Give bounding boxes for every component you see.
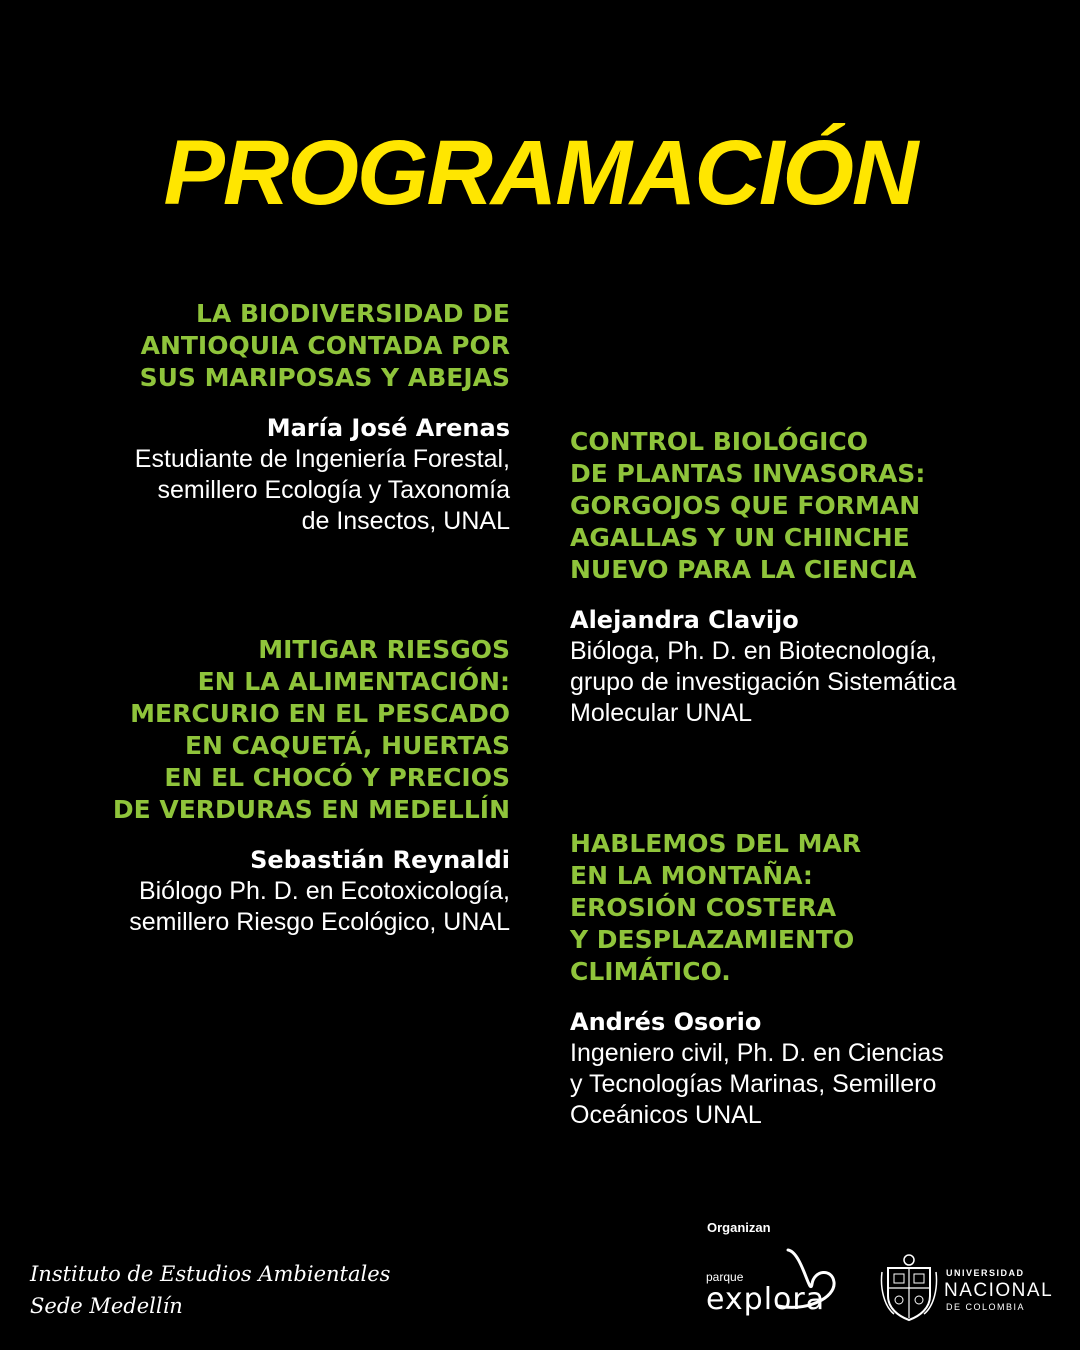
speaker-name: María José Arenas	[266, 414, 510, 442]
unal-colombia: DE COLOMBIA	[946, 1302, 1026, 1312]
talk-card-mar-montana	[570, 828, 1040, 1131]
talk-title: CONTROL BIOLÓGICO DE PLANTAS INVASORAS: GORGOJOS QUE FORMAN AGALLAS Y UN CHINCHE NUEVO PARA LA CIENCIA	[570, 427, 926, 584]
talk-card-control-biologico	[570, 426, 1040, 729]
unal-universidad: UNIVERSIDAD	[946, 1268, 1025, 1278]
unal-logo	[880, 1252, 1060, 1324]
unal-shield-icon	[880, 1252, 938, 1322]
institute-credit	[30, 1258, 390, 1322]
institute-campus: Sede Medellín	[30, 1294, 183, 1318]
talk-card-biodiversidad	[40, 298, 510, 537]
speaker-name: Sebastián Reynaldi	[250, 846, 510, 874]
speaker-role: Bióloga, Ph. D. en Biotecnología, grupo de investigación Sistemática Molecular UNAL	[570, 637, 957, 727]
talk-title: LA BIODIVERSIDAD DE ANTIOQUIA CONTADA POR SUS MARIPOSAS Y ABEJAS	[139, 299, 510, 392]
unal-nacional: NACIONAL	[944, 1280, 1054, 1301]
organizers-label: Organizan	[707, 1220, 771, 1235]
speaker-name: Alejandra Clavijo	[570, 606, 799, 634]
speaker-role: Ingeniero civil, Ph. D. en Ciencias y Tecnologías Marinas, Semillero Oceánicos UNAL	[570, 1039, 944, 1129]
institute-name: Instituto de Estudios Ambientales	[30, 1262, 391, 1286]
parque-explora-logo	[706, 1248, 836, 1320]
speaker-role: Biólogo Ph. D. en Ecotoxicología, semillero Riesgo Ecológico, UNAL	[129, 877, 510, 936]
speaker-role: Estudiante de Ingeniería Forestal, semillero Ecología y Taxonomía de Insectos, UNAL	[134, 445, 510, 535]
speaker-name: Andrés Osorio	[570, 1008, 762, 1036]
explora-big-text: explora	[706, 1282, 826, 1317]
talk-card-mitigar-riesgos	[40, 634, 510, 938]
page-title: PROGRAMACIÓN	[163, 122, 917, 224]
talk-title: HABLEMOS DEL MAR EN LA MONTAÑA: EROSIÓN COSTERA Y DESPLAZAMIENTO CLIMÁTICO.	[570, 829, 862, 986]
talk-title: MITIGAR RIESGOS EN LA ALIMENTACIÓN: MERCURIO EN EL PESCADO EN CAQUETÁ, HUERTAS EN EL CHOCÓ Y PRECIOS DE VERDURAS EN MEDELLÍN	[112, 635, 510, 824]
explora-small-text: parque	[706, 1270, 744, 1284]
